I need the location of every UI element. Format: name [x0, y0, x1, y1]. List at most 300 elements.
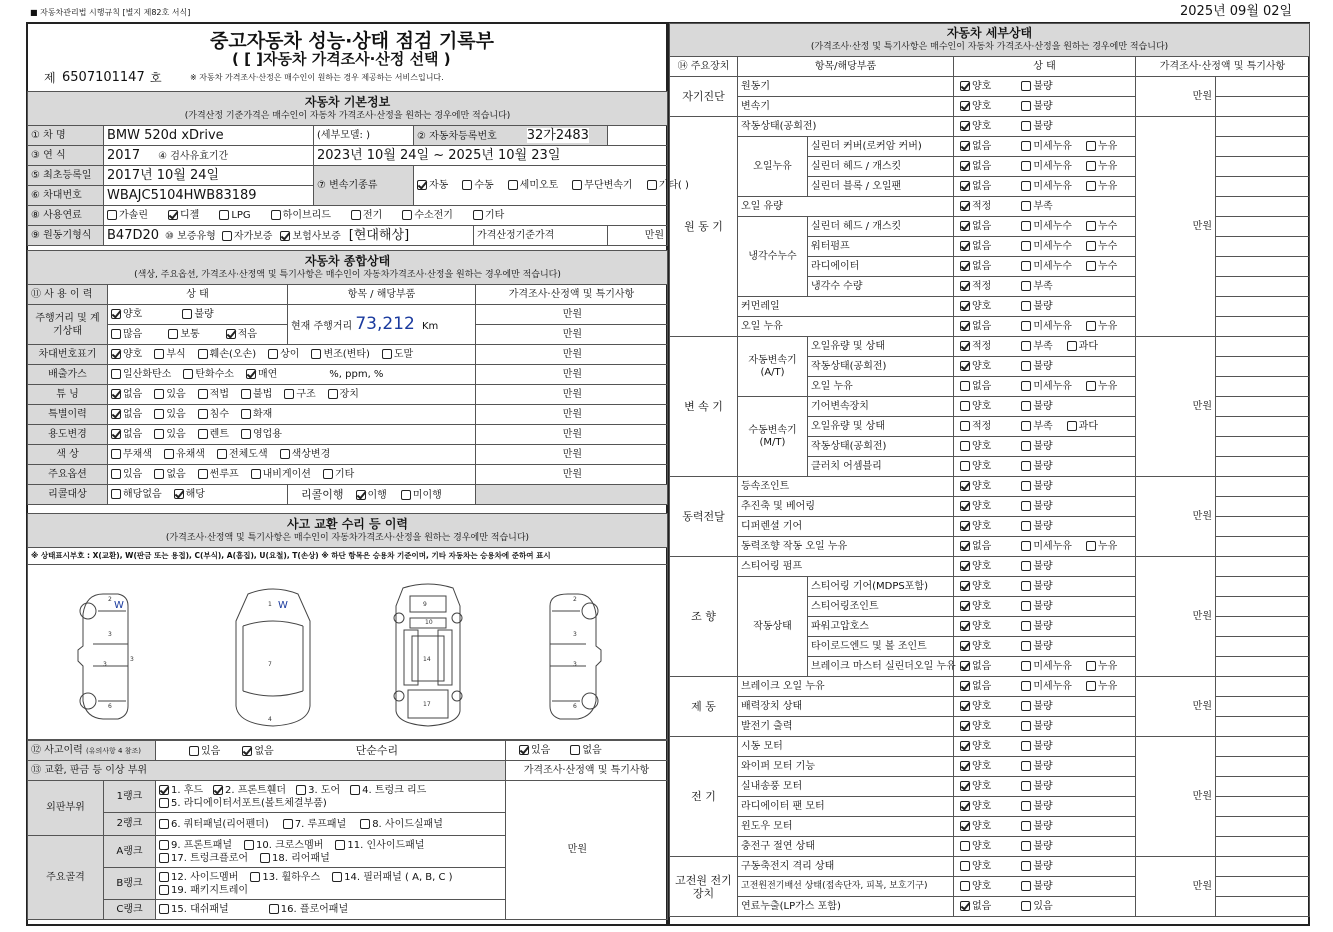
detail-2-option-0-checkbox[interactable]: [960, 121, 970, 131]
detail-22-option-1-checkbox[interactable]: [1021, 521, 1031, 531]
overall-3-option-3-checkbox[interactable]: [241, 409, 251, 419]
detail-27-option-0[interactable]: [960, 621, 991, 632]
detail-34-option-1-checkbox[interactable]: [1021, 761, 1031, 771]
overall-2-option-1-checkbox[interactable]: [154, 389, 164, 399]
detail-8-option-0[interactable]: [960, 241, 991, 252]
detail-36-option-0-checkbox[interactable]: [960, 801, 970, 811]
rank2-option-0[interactable]: [159, 819, 269, 830]
overall-0-option-0[interactable]: [111, 349, 142, 360]
fuel-option-6[interactable]: [473, 210, 504, 221]
detail-7-option-2-checkbox[interactable]: [1086, 221, 1096, 231]
detail-14-option-1-checkbox[interactable]: [1021, 361, 1031, 371]
detail-1-option-0[interactable]: [960, 101, 991, 112]
detail-7-option-1[interactable]: [1021, 221, 1072, 232]
detail-15-option-2[interactable]: [1086, 381, 1117, 392]
detail-7-option-1-checkbox[interactable]: [1021, 221, 1031, 231]
detail-23-option-1[interactable]: [1021, 541, 1072, 552]
rank1-option-3[interactable]: [350, 784, 426, 797]
mileage-a-option-1[interactable]: [182, 309, 213, 320]
transmission-option-1[interactable]: [462, 179, 493, 193]
detail-37-option-1-checkbox[interactable]: [1021, 821, 1031, 831]
detail-32-option-1[interactable]: [1021, 721, 1052, 732]
detail-9-option-1-checkbox[interactable]: [1021, 261, 1031, 271]
detail-10-option-0-checkbox[interactable]: [960, 281, 970, 291]
detail-24-option-1[interactable]: [1021, 561, 1052, 572]
recall-option-1[interactable]: [174, 489, 205, 500]
detail-24-option-0-checkbox[interactable]: [960, 561, 970, 571]
fuel-option-3-checkbox[interactable]: [271, 210, 281, 220]
detail-14-option-1[interactable]: [1021, 361, 1052, 372]
detail-15-option-2-checkbox[interactable]: [1086, 381, 1096, 391]
rank1-option-2[interactable]: [296, 784, 340, 797]
rank2-option-1[interactable]: [283, 819, 346, 830]
overall-4-option-3-checkbox[interactable]: [241, 429, 251, 439]
rankA-option-0[interactable]: [159, 839, 232, 852]
detail-23-option-0-checkbox[interactable]: [960, 541, 970, 551]
detail-5-option-1-checkbox[interactable]: [1021, 181, 1031, 191]
overall-0-option-1[interactable]: [154, 349, 185, 360]
detail-3-option-1-checkbox[interactable]: [1021, 141, 1031, 151]
rankB-option-0[interactable]: [159, 871, 238, 884]
detail-23-option-0[interactable]: [960, 541, 991, 552]
detail-16-option-1-checkbox[interactable]: [1021, 401, 1031, 411]
fuel-option-4-checkbox[interactable]: [351, 210, 361, 220]
detail-39-option-0[interactable]: [960, 861, 991, 872]
mileage-a-option-1-checkbox[interactable]: [182, 309, 192, 319]
rank1-option-4[interactable]: [159, 797, 327, 810]
detail-31-option-1-checkbox[interactable]: [1021, 701, 1031, 711]
overall-2-option-2-checkbox[interactable]: [198, 389, 208, 399]
detail-19-option-1-checkbox[interactable]: [1021, 461, 1031, 471]
overall-3-option-2[interactable]: [198, 409, 229, 420]
detail-28-option-0-checkbox[interactable]: [960, 641, 970, 651]
rankB-option-1-checkbox[interactable]: [250, 872, 260, 882]
detail-38-option-1-checkbox[interactable]: [1021, 841, 1031, 851]
overall-5-option-0[interactable]: [111, 449, 152, 460]
mileage-b-option-0[interactable]: [111, 329, 142, 340]
detail-35-option-1-checkbox[interactable]: [1021, 781, 1031, 791]
overall-6-option-1[interactable]: [154, 469, 185, 480]
detail-14-option-0-checkbox[interactable]: [960, 361, 970, 371]
recall-option-1-checkbox[interactable]: [174, 489, 184, 499]
detail-30-option-0-checkbox[interactable]: [960, 681, 970, 691]
detail-15-option-0-checkbox[interactable]: [960, 381, 970, 391]
detail-0-option-1[interactable]: [1021, 81, 1052, 92]
detail-35-option-0-checkbox[interactable]: [960, 781, 970, 791]
fuel-option-1-checkbox[interactable]: [168, 210, 178, 220]
mileage-a-option-0-checkbox[interactable]: [111, 309, 121, 319]
detail-38-option-0[interactable]: [960, 841, 991, 852]
detail-9-option-0-checkbox[interactable]: [960, 261, 970, 271]
detail-40-option-0[interactable]: [960, 881, 991, 892]
overall-5-option-2[interactable]: [217, 449, 268, 460]
overall-3-option-0[interactable]: [111, 409, 142, 420]
detail-24-option-0[interactable]: [960, 561, 991, 572]
transmission-option-3-checkbox[interactable]: [572, 180, 582, 190]
detail-30-option-2[interactable]: [1086, 681, 1117, 692]
warranty-option-1[interactable]: [280, 231, 340, 242]
transmission-option-2[interactable]: [508, 179, 559, 193]
detail-34-option-0[interactable]: [960, 761, 991, 772]
transmission-option-1-checkbox[interactable]: [462, 180, 472, 190]
detail-41-option-0[interactable]: [960, 901, 991, 912]
accident-history-option-0[interactable]: [189, 746, 220, 757]
rankB-option-2[interactable]: [332, 871, 452, 884]
detail-28-option-1[interactable]: [1021, 641, 1052, 652]
detail-0-option-1-checkbox[interactable]: [1021, 81, 1031, 91]
rankB-option-2-checkbox[interactable]: [332, 872, 342, 882]
detail-8-option-2-checkbox[interactable]: [1086, 241, 1096, 251]
detail-17-option-1[interactable]: [1021, 421, 1052, 432]
detail-9-option-2[interactable]: [1086, 261, 1117, 272]
detail-20-option-0[interactable]: [960, 481, 991, 492]
fuel-option-5[interactable]: [402, 210, 453, 221]
detail-13-option-1-checkbox[interactable]: [1021, 341, 1031, 351]
detail-9-option-1[interactable]: [1021, 261, 1072, 272]
detail-10-option-1-checkbox[interactable]: [1021, 281, 1031, 291]
overall-3-option-2-checkbox[interactable]: [198, 409, 208, 419]
fuel-option-6-checkbox[interactable]: [473, 210, 483, 220]
detail-31-option-1[interactable]: [1021, 701, 1052, 712]
detail-18-option-0[interactable]: [960, 441, 991, 452]
detail-31-option-0-checkbox[interactable]: [960, 701, 970, 711]
detail-26-option-1[interactable]: [1021, 601, 1052, 612]
detail-31-option-0[interactable]: [960, 701, 991, 712]
overall-0-option-3[interactable]: [268, 349, 299, 360]
accident-history-option-1-checkbox[interactable]: [242, 746, 252, 756]
overall-4-option-0[interactable]: [111, 429, 142, 440]
transmission-option-2-checkbox[interactable]: [508, 180, 518, 190]
detail-9-option-0[interactable]: [960, 261, 991, 272]
rankA-option-1-checkbox[interactable]: [244, 840, 254, 850]
detail-28-option-0[interactable]: [960, 641, 991, 652]
detail-33-option-0-checkbox[interactable]: [960, 741, 970, 751]
detail-17-option-0[interactable]: [960, 421, 991, 432]
detail-19-option-0-checkbox[interactable]: [960, 461, 970, 471]
detail-2-option-1[interactable]: [1021, 121, 1052, 132]
overall-0-option-2-checkbox[interactable]: [198, 349, 208, 359]
fuel-option-2[interactable]: [219, 210, 250, 221]
rankA-option-2-checkbox[interactable]: [335, 840, 345, 850]
detail-23-option-2-checkbox[interactable]: [1086, 541, 1096, 551]
mileage-b-option-1-checkbox[interactable]: [168, 329, 178, 339]
detail-17-option-2[interactable]: [1067, 421, 1098, 432]
recall-option-0-checkbox[interactable]: [111, 489, 121, 499]
detail-34-option-1[interactable]: [1021, 761, 1052, 772]
warranty-option-0-checkbox[interactable]: [222, 231, 232, 241]
detail-40-option-1[interactable]: [1021, 881, 1052, 892]
overall-0-option-4-checkbox[interactable]: [311, 349, 321, 359]
detail-32-option-1-checkbox[interactable]: [1021, 721, 1031, 731]
detail-3-option-2[interactable]: [1086, 141, 1117, 152]
detail-16-option-0-checkbox[interactable]: [960, 401, 970, 411]
overall-6-option-3[interactable]: [251, 469, 311, 480]
fuel-option-3[interactable]: [271, 210, 331, 221]
detail-21-option-0[interactable]: [960, 501, 991, 512]
recall-option-0[interactable]: [111, 489, 162, 500]
detail-5-option-0[interactable]: [960, 181, 991, 192]
detail-3-option-2-checkbox[interactable]: [1086, 141, 1096, 151]
detail-20-option-1-checkbox[interactable]: [1021, 481, 1031, 491]
rankA-option-2[interactable]: [335, 839, 424, 852]
overall-2-option-0[interactable]: [111, 389, 142, 400]
detail-36-option-1-checkbox[interactable]: [1021, 801, 1031, 811]
rank2-option-0-checkbox[interactable]: [159, 819, 169, 829]
detail-29-option-2-checkbox[interactable]: [1086, 661, 1096, 671]
overall-2-option-3[interactable]: [241, 389, 272, 400]
detail-8-option-2[interactable]: [1086, 241, 1117, 252]
detail-15-option-1[interactable]: [1021, 381, 1072, 392]
detail-0-option-0-checkbox[interactable]: [960, 81, 970, 91]
overall-3-option-1-checkbox[interactable]: [154, 409, 164, 419]
detail-12-option-1[interactable]: [1021, 321, 1072, 332]
detail-5-option-1[interactable]: [1021, 181, 1072, 192]
rank1-option-1-checkbox[interactable]: [213, 785, 223, 795]
detail-20-option-1[interactable]: [1021, 481, 1052, 492]
simple-repair-option-0-checkbox[interactable]: [519, 745, 529, 755]
overall-1-option-2-checkbox[interactable]: [246, 369, 256, 379]
detail-39-option-1-checkbox[interactable]: [1021, 861, 1031, 871]
detail-9-option-2-checkbox[interactable]: [1086, 261, 1096, 271]
detail-14-option-0[interactable]: [960, 361, 991, 372]
rank1-option-0[interactable]: [159, 784, 203, 797]
detail-37-option-0-checkbox[interactable]: [960, 821, 970, 831]
mileage-b-option-2-checkbox[interactable]: [226, 329, 236, 339]
overall-5-option-0-checkbox[interactable]: [111, 449, 121, 459]
overall-4-option-1-checkbox[interactable]: [154, 429, 164, 439]
overall-3-option-0-checkbox[interactable]: [111, 409, 121, 419]
rank2-option-2[interactable]: [360, 819, 443, 830]
rankA-option-0-checkbox[interactable]: [159, 840, 169, 850]
detail-17-option-0-checkbox[interactable]: [960, 421, 970, 431]
detail-12-option-2[interactable]: [1086, 321, 1117, 332]
detail-0-option-0[interactable]: [960, 81, 991, 92]
detail-11-option-1[interactable]: [1021, 301, 1052, 312]
detail-26-option-0-checkbox[interactable]: [960, 601, 970, 611]
rank2-option-2-checkbox[interactable]: [360, 819, 370, 829]
detail-5-option-2-checkbox[interactable]: [1086, 181, 1096, 191]
detail-19-option-0[interactable]: [960, 461, 991, 472]
overall-0-option-3-checkbox[interactable]: [268, 349, 278, 359]
detail-4-option-0-checkbox[interactable]: [960, 161, 970, 171]
detail-7-option-0[interactable]: [960, 221, 991, 232]
detail-30-option-1-checkbox[interactable]: [1021, 681, 1031, 691]
overall-6-option-4-checkbox[interactable]: [323, 469, 333, 479]
detail-13-option-2[interactable]: [1067, 341, 1098, 352]
detail-18-option-1[interactable]: [1021, 441, 1052, 452]
detail-12-option-0[interactable]: [960, 321, 991, 332]
mileage-b-option-0-checkbox[interactable]: [111, 329, 121, 339]
detail-25-option-0-checkbox[interactable]: [960, 581, 970, 591]
detail-29-option-1[interactable]: [1021, 661, 1072, 672]
fuel-option-2-checkbox[interactable]: [219, 210, 229, 220]
detail-8-option-1-checkbox[interactable]: [1021, 241, 1031, 251]
detail-40-option-1-checkbox[interactable]: [1021, 881, 1031, 891]
transmission-option-0[interactable]: [417, 179, 448, 193]
rankC-option-1[interactable]: [269, 904, 348, 915]
detail-22-option-1[interactable]: [1021, 521, 1052, 532]
detail-16-option-0[interactable]: [960, 401, 991, 412]
detail-39-option-0-checkbox[interactable]: [960, 861, 970, 871]
detail-39-option-1[interactable]: [1021, 861, 1052, 872]
rank1-option-3-checkbox[interactable]: [350, 785, 360, 795]
detail-33-option-0[interactable]: [960, 741, 991, 752]
detail-2-option-1-checkbox[interactable]: [1021, 121, 1031, 131]
detail-30-option-1[interactable]: [1021, 681, 1072, 692]
detail-12-option-0-checkbox[interactable]: [960, 321, 970, 331]
overall-0-option-1-checkbox[interactable]: [154, 349, 164, 359]
fuel-option-1[interactable]: [168, 210, 199, 221]
detail-27-option-0-checkbox[interactable]: [960, 621, 970, 631]
overall-5-option-1-checkbox[interactable]: [164, 449, 174, 459]
rankC-option-0-checkbox[interactable]: [159, 904, 169, 914]
recall-do-option-0-checkbox[interactable]: [356, 490, 366, 500]
detail-4-option-1-checkbox[interactable]: [1021, 161, 1031, 171]
detail-26-option-0[interactable]: [960, 601, 991, 612]
fuel-option-0[interactable]: [107, 210, 148, 221]
detail-18-option-0-checkbox[interactable]: [960, 441, 970, 451]
transmission-option-0-checkbox[interactable]: [417, 180, 427, 190]
detail-30-option-2-checkbox[interactable]: [1086, 681, 1096, 691]
detail-5-option-0-checkbox[interactable]: [960, 181, 970, 191]
simple-repair-option-1-checkbox[interactable]: [570, 745, 580, 755]
detail-37-option-0[interactable]: [960, 821, 991, 832]
detail-25-option-0[interactable]: [960, 581, 991, 592]
overall-2-option-5[interactable]: [328, 389, 359, 400]
overall-0-option-5[interactable]: [382, 349, 413, 360]
detail-34-option-0-checkbox[interactable]: [960, 761, 970, 771]
overall-1-option-0-checkbox[interactable]: [111, 369, 121, 379]
overall-1-option-0[interactable]: [111, 369, 171, 380]
rankA-option-4-checkbox[interactable]: [260, 853, 270, 863]
detail-41-option-1-checkbox[interactable]: [1021, 901, 1031, 911]
overall-2-option-4[interactable]: [284, 389, 315, 400]
rank1-option-4-checkbox[interactable]: [159, 798, 169, 808]
overall-4-option-2[interactable]: [198, 429, 229, 440]
rank1-option-2-checkbox[interactable]: [296, 785, 306, 795]
overall-0-option-4[interactable]: [311, 349, 369, 360]
detail-13-option-0-checkbox[interactable]: [960, 341, 970, 351]
detail-21-option-1-checkbox[interactable]: [1021, 501, 1031, 511]
rank1-option-1[interactable]: [213, 784, 286, 797]
detail-10-option-1[interactable]: [1021, 281, 1052, 292]
simple-repair-option-1[interactable]: [570, 745, 601, 756]
overall-5-option-1[interactable]: [164, 449, 205, 460]
detail-15-option-0[interactable]: [960, 381, 991, 392]
rank2-option-1-checkbox[interactable]: [283, 819, 293, 829]
detail-17-option-1-checkbox[interactable]: [1021, 421, 1031, 431]
detail-32-option-0-checkbox[interactable]: [960, 721, 970, 731]
detail-21-option-0-checkbox[interactable]: [960, 501, 970, 511]
recall-do-option-1-checkbox[interactable]: [401, 490, 411, 500]
transmission-option-4-checkbox[interactable]: [647, 180, 657, 190]
detail-27-option-1-checkbox[interactable]: [1021, 621, 1031, 631]
detail-30-option-0[interactable]: [960, 681, 991, 692]
rankA-option-3-checkbox[interactable]: [159, 853, 169, 863]
overall-4-option-0-checkbox[interactable]: [111, 429, 121, 439]
mileage-a-option-0[interactable]: [111, 309, 142, 320]
rank1-option-0-checkbox[interactable]: [159, 785, 169, 795]
overall-2-option-0-checkbox[interactable]: [111, 389, 121, 399]
detail-4-option-1[interactable]: [1021, 161, 1072, 172]
detail-33-option-1[interactable]: [1021, 741, 1052, 752]
detail-3-option-1[interactable]: [1021, 141, 1072, 152]
detail-38-option-1[interactable]: [1021, 841, 1052, 852]
rankB-option-3[interactable]: [159, 884, 248, 897]
detail-22-option-0[interactable]: [960, 521, 991, 532]
detail-8-option-1[interactable]: [1021, 241, 1072, 252]
overall-0-option-2[interactable]: [198, 349, 256, 360]
overall-6-option-2-checkbox[interactable]: [198, 469, 208, 479]
overall-2-option-2[interactable]: [198, 389, 229, 400]
detail-23-option-1-checkbox[interactable]: [1021, 541, 1031, 551]
rankA-option-1[interactable]: [244, 839, 323, 852]
rankB-option-1[interactable]: [250, 871, 320, 884]
detail-20-option-0-checkbox[interactable]: [960, 481, 970, 491]
overall-2-option-5-checkbox[interactable]: [328, 389, 338, 399]
mileage-b-option-1[interactable]: [168, 329, 199, 340]
detail-6-option-1[interactable]: [1021, 201, 1052, 212]
overall-1-option-2[interactable]: [246, 369, 277, 380]
detail-1-option-1[interactable]: [1021, 101, 1052, 112]
recall-do-option-0[interactable]: [356, 490, 387, 501]
detail-15-option-1-checkbox[interactable]: [1021, 381, 1031, 391]
overall-0-option-5-checkbox[interactable]: [382, 349, 392, 359]
rankC-option-1-checkbox[interactable]: [269, 904, 279, 914]
detail-22-option-0-checkbox[interactable]: [960, 521, 970, 531]
detail-1-option-0-checkbox[interactable]: [960, 101, 970, 111]
detail-28-option-1-checkbox[interactable]: [1021, 641, 1031, 651]
overall-5-option-2-checkbox[interactable]: [217, 449, 227, 459]
detail-3-option-0-checkbox[interactable]: [960, 141, 970, 151]
rankC-option-0[interactable]: [159, 904, 229, 915]
detail-29-option-0[interactable]: [960, 661, 991, 672]
detail-4-option-2-checkbox[interactable]: [1086, 161, 1096, 171]
warranty-option-1-checkbox[interactable]: [280, 231, 290, 241]
detail-26-option-1-checkbox[interactable]: [1021, 601, 1031, 611]
detail-27-option-1[interactable]: [1021, 621, 1052, 632]
detail-3-option-0[interactable]: [960, 141, 991, 152]
detail-18-option-1-checkbox[interactable]: [1021, 441, 1031, 451]
detail-36-option-0[interactable]: [960, 801, 991, 812]
detail-35-option-1[interactable]: [1021, 781, 1052, 792]
detail-12-option-2-checkbox[interactable]: [1086, 321, 1096, 331]
overall-4-option-1[interactable]: [154, 429, 185, 440]
rankA-option-4[interactable]: [260, 852, 330, 865]
detail-11-option-0-checkbox[interactable]: [960, 301, 970, 311]
detail-19-option-1[interactable]: [1021, 461, 1052, 472]
detail-12-option-1-checkbox[interactable]: [1021, 321, 1031, 331]
overall-2-option-1[interactable]: [154, 389, 185, 400]
overall-6-option-4[interactable]: [323, 469, 354, 480]
detail-11-option-1-checkbox[interactable]: [1021, 301, 1031, 311]
overall-2-option-4-checkbox[interactable]: [284, 389, 294, 399]
detail-2-option-0[interactable]: [960, 121, 991, 132]
overall-6-option-0-checkbox[interactable]: [111, 469, 121, 479]
detail-38-option-0-checkbox[interactable]: [960, 841, 970, 851]
detail-29-option-1-checkbox[interactable]: [1021, 661, 1031, 671]
detail-29-option-2[interactable]: [1086, 661, 1117, 672]
fuel-option-0-checkbox[interactable]: [107, 210, 117, 220]
detail-4-option-0[interactable]: [960, 161, 991, 172]
detail-24-option-1-checkbox[interactable]: [1021, 561, 1031, 571]
recall-do-option-1[interactable]: [401, 490, 442, 501]
detail-8-option-0-checkbox[interactable]: [960, 241, 970, 251]
detail-7-option-0-checkbox[interactable]: [960, 221, 970, 231]
detail-41-option-0-checkbox[interactable]: [960, 901, 970, 911]
overall-3-option-3[interactable]: [241, 409, 272, 420]
detail-25-option-1[interactable]: [1021, 581, 1052, 592]
